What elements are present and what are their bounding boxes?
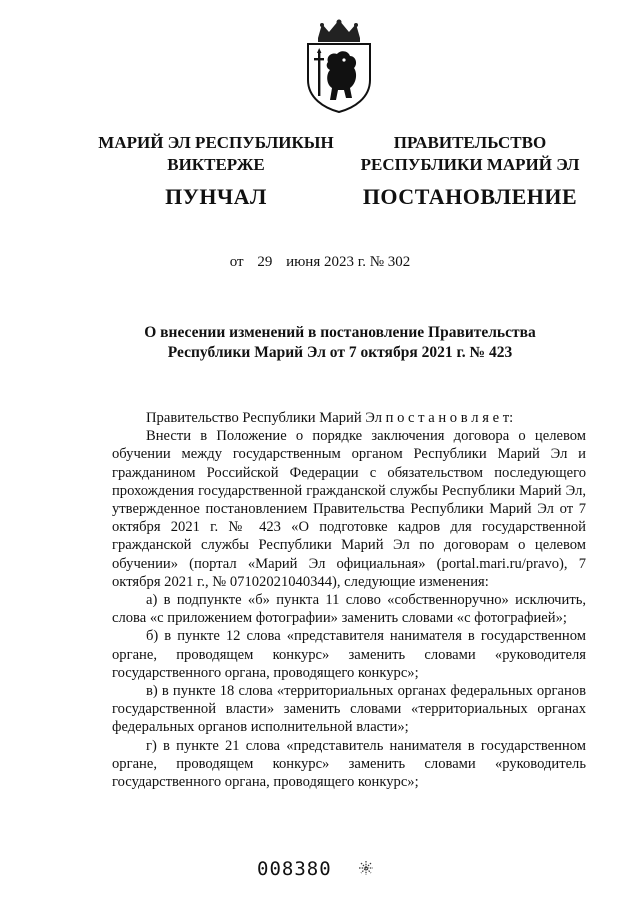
document-subject — [120, 323, 560, 363]
header-left-title: ПУНЧАЛ — [165, 184, 267, 209]
body-item-b: б) в пункте 12 слова «представителя нанимателя в государственном органе, проводящем конкурс» заменить словами «руководителя государственного органа, проводящего конкурс»; — [112, 628, 586, 681]
header-right-title: ПОСТАНОВЛЕНИЕ — [362, 184, 578, 209]
asterisk-mark-icon — [358, 860, 374, 876]
body-item-a: а) в подпункте «б» пункта 11 слово «собственноручно» исключить, слова «с приложением фотографии» заменить словами «с фотографией»; — [112, 592, 586, 627]
date-day: 29 — [257, 254, 273, 270]
header-right-line1: ПРАВИТЕЛЬСТВО — [393, 133, 547, 152]
date-prefix: от — [229, 254, 244, 270]
date-rest: июня 2023 г. № 302 — [286, 254, 411, 270]
header-left-block — [96, 132, 336, 208]
header-left-line2: ВИКТЕРЖЕ — [167, 155, 265, 174]
document-date-line — [0, 254, 640, 271]
body-item-g: г) в пункте 21 слова «представитель нанимателя в государственном органе, проводящем конкурс» заменить словами «руководитель государственного органа, проводящего конкурс»; — [112, 737, 586, 791]
body-paragraph-main: Внести в Положение о порядке заключения договора о целевом обучении между государственным органом Республики Марий Эл и гражданином Российской Федерации с обязательством последующего прохождения государственной гражданской службы Республики Марий Эл, утвержденное постановлением Правительства Республики Марий Эл от 7 октября 2021 г. № 423 «О подготовке кадров для государственной гражданской службы Республики Марий Эл по договорам о целевом обучении» (портал «Марий Эл официальная» (portal.mari.ru/pravo), 7 октября 2021 г., № 07102021040344), следующие изменения: — [112, 428, 586, 590]
coat-of-arms-emblem — [304, 18, 374, 114]
header-right-line2: РЕСПУБЛИКИ МАРИЙ ЭЛ — [360, 155, 580, 174]
body-paragraph-intro: Правительство Республики Марий Эл п о с т а н о в л я е т: — [146, 410, 514, 426]
subject-line1: О внесении изменений в постановление Правительства — [144, 324, 536, 341]
header-left-line1: МАРИЙ ЭЛ РЕСПУБЛИКЫН — [98, 133, 334, 152]
serial-number: 008380 — [257, 858, 332, 880]
header-right-block — [355, 132, 585, 208]
subject-line2: Республики Марий Эл от 7 октября 2021 г. № 423 — [167, 344, 513, 361]
body-item-v: в) в пункте 18 слова «территориальных органах федеральных органов государственной власти» заменить словами «территориальных органах федеральных органов исполнительной власти»; — [112, 683, 586, 736]
document-body — [112, 409, 586, 791]
